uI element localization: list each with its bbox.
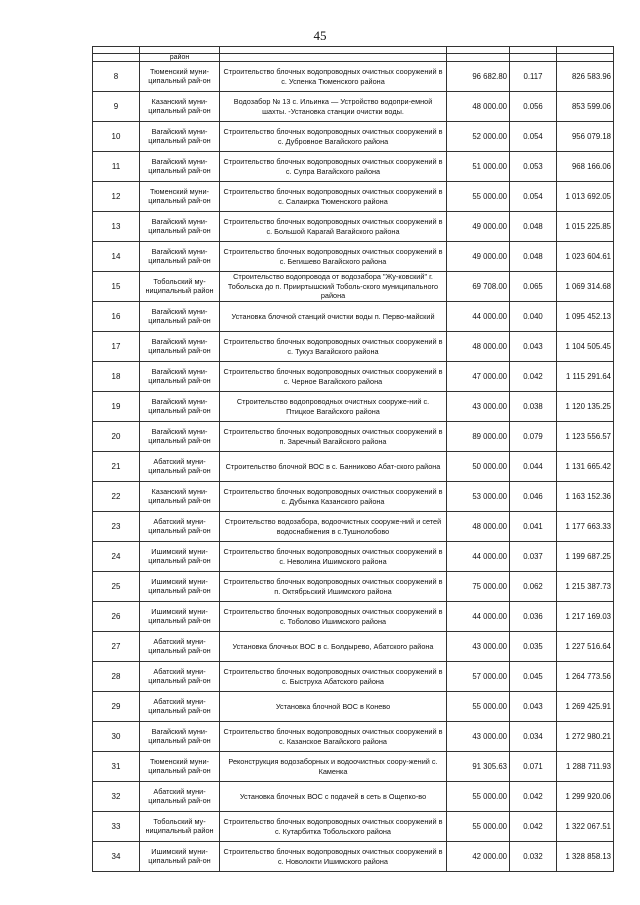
- table-row: [93, 452, 614, 482]
- cumulative-cell: 1 120 135.25: [557, 392, 614, 422]
- table-row: [93, 302, 614, 332]
- coefficient-cell: 0.043: [510, 332, 557, 362]
- row-number-cell: 33: [93, 812, 140, 842]
- coefficient-cell: 0.035: [510, 632, 557, 662]
- cumulative-cell: 853 599.06: [557, 92, 614, 122]
- page-number: 45: [313, 28, 327, 43]
- table-row: [93, 332, 614, 362]
- cumulative-cell: 1 023 604.61: [557, 242, 614, 272]
- table-row: [93, 692, 614, 722]
- object-cell: Строительство блочных водопроводных очистных сооружений в с. Бегишево Вагайского района: [220, 242, 447, 272]
- coefficient-cell: 0.046: [510, 482, 557, 512]
- table-row: [93, 122, 614, 152]
- district-cell: Абатский муни-ципальный рай-он: [140, 692, 220, 722]
- district-cell: Вагайский муни-ципальный рай-он: [140, 422, 220, 452]
- cumulative-cell: 1 104 505.45: [557, 332, 614, 362]
- cost-cell: 75 000.00: [447, 572, 510, 602]
- coefficient-cell: 0.048: [510, 212, 557, 242]
- continuation-row: [93, 54, 614, 62]
- district-cell: Казанский муни-ципальный рай-он: [140, 482, 220, 512]
- cumulative-cell: 1 069 314.68: [557, 272, 614, 302]
- district-cell: Абатский муни-ципальный рай-он: [140, 782, 220, 812]
- coefficient-cell: 0.034: [510, 722, 557, 752]
- district-cell: Ишимский муни-ципальный рай-он: [140, 842, 220, 872]
- district-cell: Вагайский муни-ципальный рай-он: [140, 152, 220, 182]
- coefficient-cell: 0.048: [510, 242, 557, 272]
- cost-cell: 55 000.00: [447, 692, 510, 722]
- row-number-cell: 26: [93, 602, 140, 632]
- cost-cell: 44 000.00: [447, 542, 510, 572]
- table-row: [93, 782, 614, 812]
- row-number-cell: 17: [93, 332, 140, 362]
- object-cell: Водозабор № 13 с. Ильинка — Устройство водопри-емной шахты. -Установка станции очистки воды.: [220, 92, 447, 122]
- district-cell: Тобольский му-ниципальный район: [140, 812, 220, 842]
- cost-cell: 55 000.00: [447, 812, 510, 842]
- table-row: [93, 272, 614, 302]
- table-row: [93, 362, 614, 392]
- object-cell: Строительство блочных водопроводных очистных сооружений в с. Тукуз Вагайского района: [220, 332, 447, 362]
- coefficient-cell: 0.038: [510, 392, 557, 422]
- object-cell: Строительство блочных водопроводных очистных сооружений в п. Заречный Вагайского района: [220, 422, 447, 452]
- coefficient-cell: 0.054: [510, 182, 557, 212]
- cumulative-cell: 956 079.18: [557, 122, 614, 152]
- table-row: [93, 62, 614, 92]
- cumulative-cell: 1 299 920.06: [557, 782, 614, 812]
- coefficient-cell: 0.071: [510, 752, 557, 782]
- coefficient-cell: 0.042: [510, 812, 557, 842]
- coefficient-cell: 0.041: [510, 512, 557, 542]
- cost-cell: 69 708.00: [447, 272, 510, 302]
- table-row: [93, 512, 614, 542]
- district-cell: Абатский муни-ципальный рай-он: [140, 452, 220, 482]
- object-cell: Строительство блочной ВОС в с. Банниково Абат-ского района: [220, 452, 447, 482]
- row-number-cell: 16: [93, 302, 140, 332]
- cumulative-cell: 1 328 858.13: [557, 842, 614, 872]
- district-cell: Вагайский муни-ципальный рай-он: [140, 362, 220, 392]
- district-cell: Ишимский муни-ципальный рай-он: [140, 602, 220, 632]
- cost-cell: 48 000.00: [447, 512, 510, 542]
- table-row: [93, 572, 614, 602]
- cumulative-cell: 1 272 980.21: [557, 722, 614, 752]
- row-number-cell: 24: [93, 542, 140, 572]
- cumulative-cell: 1 217 169.03: [557, 602, 614, 632]
- coefficient-cell: 0.032: [510, 842, 557, 872]
- district-cell: Тюменский муни-ципальный рай-он: [140, 752, 220, 782]
- coefficient-cell: 0.045: [510, 662, 557, 692]
- table-row: [93, 722, 614, 752]
- table-row: [93, 482, 614, 512]
- table-row: [93, 152, 614, 182]
- table-body: [93, 47, 614, 872]
- cumulative-cell: 1 013 692.05: [557, 182, 614, 212]
- object-cell: Строительство блочных водопроводных очистных сооружений в с. Неволина Ишимского района: [220, 542, 447, 572]
- coefficient-cell: 0.040: [510, 302, 557, 332]
- cost-cell: 57 000.00: [447, 662, 510, 692]
- object-cell: Строительство блочных водопроводных очистных сооружений в с. Дубровное Вагайского района: [220, 122, 447, 152]
- row-number-cell: 25: [93, 572, 140, 602]
- table-row: [93, 182, 614, 212]
- row-number-cell: 19: [93, 392, 140, 422]
- row-number-cell: 30: [93, 722, 140, 752]
- coefficient-cell: 0.056: [510, 92, 557, 122]
- district-cell: Вагайский муни-ципальный рай-он: [140, 122, 220, 152]
- row-number-cell: 21: [93, 452, 140, 482]
- table-row: [93, 422, 614, 452]
- cost-cell: 43 000.00: [447, 632, 510, 662]
- object-cell: Строительство водопроводных очистных сооруже-ний с. Птицкое Вагайского района: [220, 392, 447, 422]
- row-number-cell: 14: [93, 242, 140, 272]
- row-number-cell: 32: [93, 782, 140, 812]
- cumulative-cell: 1 288 711.93: [557, 752, 614, 782]
- cumulative-cell: 1 215 387.73: [557, 572, 614, 602]
- coefficient-cell: 0.037: [510, 542, 557, 572]
- table-row: [93, 662, 614, 692]
- table-row: [93, 752, 614, 782]
- cumulative-cell: 1 177 663.33: [557, 512, 614, 542]
- object-cell: Строительство водопровода от водозабора "Жу-ковский" г. Тобольска до п. Прииртышский Тоболь-ского муниципального района: [220, 272, 447, 302]
- cost-cell: 44 000.00: [447, 602, 510, 632]
- cumulative-cell: 1 264 773.56: [557, 662, 614, 692]
- row-number-cell: 27: [93, 632, 140, 662]
- cost-cell: 96 682.80: [447, 62, 510, 92]
- object-cell: Установка блочной станций очистки воды п. Перво-майский: [220, 302, 447, 332]
- table-row: [93, 632, 614, 662]
- object-cell: Строительство блочных водопроводных очистных сооружений в с. Успенка Тюменского района: [220, 62, 447, 92]
- table-row: [93, 212, 614, 242]
- district-cell: Тобольский му-ниципальный район: [140, 272, 220, 302]
- row-number-cell: 23: [93, 512, 140, 542]
- cost-cell: 44 000.00: [447, 302, 510, 332]
- object-cell: Строительство блочных водопроводных очистных сооружений в с. Тоболово Ишимского района: [220, 602, 447, 632]
- district-cell: Тюменский муни-ципальный рай-он: [140, 62, 220, 92]
- coefficient-cell: 0.062: [510, 572, 557, 602]
- cost-cell: 50 000.00: [447, 452, 510, 482]
- coefficient-cell: 0.054: [510, 122, 557, 152]
- coefficient-cell: 0.117: [510, 62, 557, 92]
- object-cell: Установка блочных ВОС в с. Болдырево, Абатского района: [220, 632, 447, 662]
- row-number-cell: 18: [93, 362, 140, 392]
- cumulative-cell: 826 583.96: [557, 62, 614, 92]
- object-cell: Строительство блочных водопроводных очистных сооружений в с. Казанское Вагайского района: [220, 722, 447, 752]
- coefficient-cell: 0.053: [510, 152, 557, 182]
- row-number-cell: 20: [93, 422, 140, 452]
- district-cell: Вагайский муни-ципальный рай-он: [140, 302, 220, 332]
- district-cell: Ишимский муни-ципальный рай-он: [140, 542, 220, 572]
- object-cell: Реконструкция водозаборных и водоочистных соору-жений с. Каменка: [220, 752, 447, 782]
- cumulative-cell: 1 015 225.85: [557, 212, 614, 242]
- row-number-cell: 22: [93, 482, 140, 512]
- table-row: [93, 542, 614, 572]
- cost-cell: 48 000.00: [447, 332, 510, 362]
- table-row: [93, 842, 614, 872]
- cost-cell: 55 000.00: [447, 782, 510, 812]
- object-cell: Строительство блочных водопроводных очистных сооружений в с. Салаирка Тюменского района: [220, 182, 447, 212]
- row-number-cell: 15: [93, 272, 140, 302]
- cost-cell: 91 305.63: [447, 752, 510, 782]
- row-number-cell: 10: [93, 122, 140, 152]
- district-cell: Абатский муни-ципальный рай-он: [140, 632, 220, 662]
- cost-cell: 55 000.00: [447, 182, 510, 212]
- cost-cell: 52 000.00: [447, 122, 510, 152]
- district-cell: Казанский муни-ципальный рай-он: [140, 92, 220, 122]
- district-cell: Тюменский муни-ципальный рай-он: [140, 182, 220, 212]
- cumulative-cell: 1 199 687.25: [557, 542, 614, 572]
- coefficient-cell: 0.043: [510, 692, 557, 722]
- cost-cell: 49 000.00: [447, 242, 510, 272]
- coefficient-cell: 0.036: [510, 602, 557, 632]
- row-number-cell: 13: [93, 212, 140, 242]
- continuation-district-cell: район: [140, 54, 220, 62]
- district-cell: Абатский муни-ципальный рай-он: [140, 512, 220, 542]
- table-row: [93, 242, 614, 272]
- investment-projects-table: [92, 46, 614, 872]
- cumulative-cell: 1 095 452.13: [557, 302, 614, 332]
- row-number-cell: 31: [93, 752, 140, 782]
- district-cell: Вагайский муни-ципальный рай-он: [140, 212, 220, 242]
- coefficient-cell: 0.042: [510, 782, 557, 812]
- coefficient-cell: 0.065: [510, 272, 557, 302]
- cost-cell: 47 000.00: [447, 362, 510, 392]
- row-number-cell: 11: [93, 152, 140, 182]
- row-number-cell: 9: [93, 92, 140, 122]
- coefficient-cell: 0.079: [510, 422, 557, 452]
- district-cell: Вагайский муни-ципальный рай-он: [140, 722, 220, 752]
- row-number-cell: 29: [93, 692, 140, 722]
- cost-cell: 89 000.00: [447, 422, 510, 452]
- cumulative-cell: 1 322 067.51: [557, 812, 614, 842]
- cumulative-cell: 1 163 152.36: [557, 482, 614, 512]
- cumulative-cell: 1 269 425.91: [557, 692, 614, 722]
- cumulative-cell: 1 123 556.57: [557, 422, 614, 452]
- cumulative-cell: 1 115 291.64: [557, 362, 614, 392]
- object-cell: Строительство блочных водопроводных очистных сооружений в с. Дубынка Казанского района: [220, 482, 447, 512]
- district-cell: Вагайский муни-ципальный рай-он: [140, 332, 220, 362]
- object-cell: Строительство блочных водопроводных очистных сооружений в с. Быструха Абатского района: [220, 662, 447, 692]
- object-cell: Строительство блочных водопроводных очистных сооружений в с. Большой Карагай Вагайского района: [220, 212, 447, 242]
- cumulative-cell: 968 166.06: [557, 152, 614, 182]
- table-row: [93, 602, 614, 632]
- cumulative-cell: 1 227 516.64: [557, 632, 614, 662]
- row-number-cell: 8: [93, 62, 140, 92]
- row-number-cell: 34: [93, 842, 140, 872]
- row-number-cell: 12: [93, 182, 140, 212]
- table-row: [93, 92, 614, 122]
- object-cell: Строительство блочных водопроводных очистных сооружений в с. Черное Вагайского района: [220, 362, 447, 392]
- table-row: [93, 392, 614, 422]
- object-cell: Установка блочных ВОС с подачей в сеть в Ощепко-во: [220, 782, 447, 812]
- district-cell: Абатский муни-ципальный рай-он: [140, 662, 220, 692]
- object-cell: Строительство блочных водопроводных очистных сооружений в с. Супра Вагайского района: [220, 152, 447, 182]
- coefficient-cell: 0.044: [510, 452, 557, 482]
- cost-cell: 51 000.00: [447, 152, 510, 182]
- district-cell: Ишимский муни-ципальный рай-он: [140, 572, 220, 602]
- table-row: [93, 812, 614, 842]
- cost-cell: 43 000.00: [447, 722, 510, 752]
- object-cell: Строительство блочных водопроводных очистных сооружений в п. Октябрьский Ишимского района: [220, 572, 447, 602]
- object-cell: Строительство блочных водопроводных очистных сооружений в с. Новолокти Ишимского района: [220, 842, 447, 872]
- table-top-row: [93, 47, 614, 54]
- district-cell: Вагайский муни-ципальный рай-он: [140, 392, 220, 422]
- cost-cell: 48 000.00: [447, 92, 510, 122]
- cost-cell: 43 000.00: [447, 392, 510, 422]
- cost-cell: 53 000.00: [447, 482, 510, 512]
- district-cell: Вагайский муни-ципальный рай-он: [140, 242, 220, 272]
- object-cell: Строительство водозабора, водоочистных сооруже-ний и сетей водоснабжения в с.Тушнолобово: [220, 512, 447, 542]
- cost-cell: 42 000.00: [447, 842, 510, 872]
- row-number-cell: 28: [93, 662, 140, 692]
- cost-cell: 49 000.00: [447, 212, 510, 242]
- coefficient-cell: 0.042: [510, 362, 557, 392]
- object-cell: Строительство блочных водопроводных очистных сооружений в с. Кутарбитка Тобольского района: [220, 812, 447, 842]
- object-cell: Установка блочной ВОС в Конево: [220, 692, 447, 722]
- cumulative-cell: 1 131 665.42: [557, 452, 614, 482]
